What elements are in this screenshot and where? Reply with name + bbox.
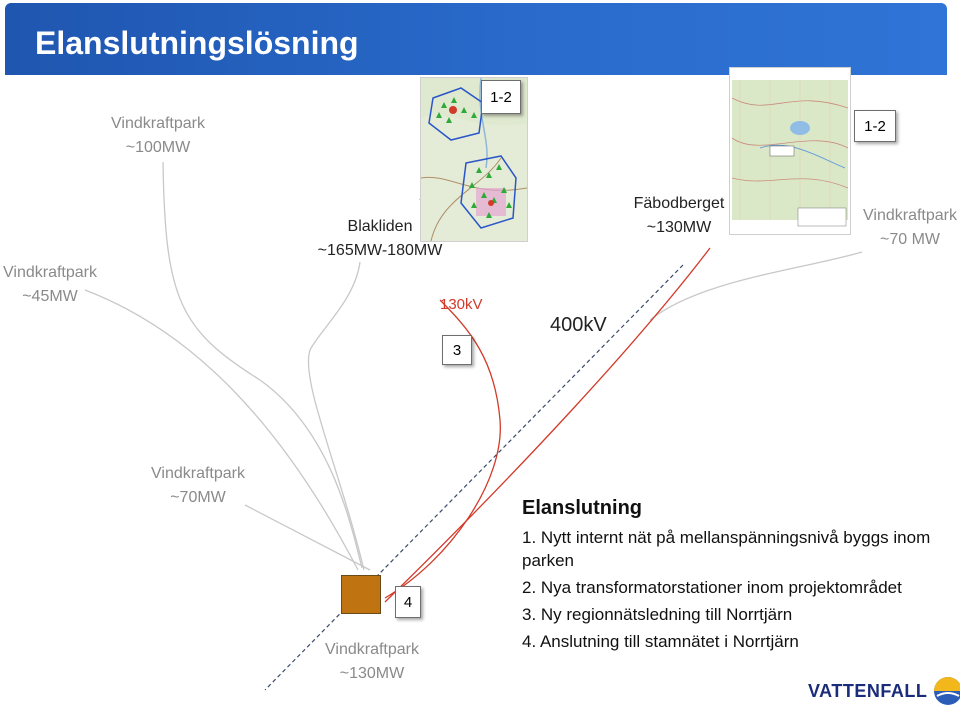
voltage-400kv-label: 400kV	[550, 314, 607, 336]
step-box-1-2-right: 1-2	[854, 110, 896, 142]
vattenfall-logo-icon	[933, 676, 960, 706]
park70b-name: Vindkraftpark	[151, 465, 245, 482]
line-blakliden	[308, 262, 364, 570]
info-item: 4. Anslutning till stamnätet i Norrtjärn	[522, 632, 799, 651]
park130-name: Vindkraftpark	[325, 641, 419, 658]
fabodberget-label	[620, 192, 738, 240]
norrtjarn-station	[341, 575, 381, 614]
fabodberget-name: Fäbodberget	[633, 195, 725, 212]
map-fabodberget	[729, 67, 851, 235]
vattenfall-logo-text: VATTENFALL	[808, 680, 928, 701]
step-box-4: 4	[395, 586, 421, 618]
step-box-3: 3	[442, 335, 472, 365]
line-park70a	[650, 252, 862, 320]
step-box-1-2-left: 1-2	[481, 80, 521, 114]
info-item: 1. Nytt internt nät på mellanspänningsnivå byggs inom parken	[522, 528, 931, 570]
park70b-label	[140, 462, 256, 510]
park70b-mw: ~70MW	[170, 489, 226, 506]
park70a-mw: ~70 MW	[879, 231, 940, 248]
map-fabodberget-image	[730, 68, 850, 234]
park130-mw: ~130MW	[339, 665, 405, 682]
blakliden-name: Blakliden	[347, 218, 413, 235]
line-park45	[85, 290, 358, 570]
park100-mw: ~100MW	[125, 139, 191, 156]
park70a-label	[855, 204, 960, 252]
blakliden-label	[310, 215, 450, 263]
info-panel	[522, 497, 960, 657]
page-title: Elanslutningslösning	[35, 25, 359, 61]
vattenfall-logo	[808, 676, 960, 706]
park45-name: Vindkraftpark	[3, 264, 97, 281]
line-park70b	[245, 505, 370, 570]
voltage-130kv-label: 130kV	[440, 296, 483, 313]
park130-label	[314, 638, 430, 686]
park70a-name: Vindkraftpark	[863, 207, 957, 224]
park100-name: Vindkraftpark	[111, 115, 205, 132]
park45-mw: ~45MW	[22, 288, 78, 305]
blakliden-mw: ~165MW-180MW	[317, 242, 443, 259]
park100-label	[100, 112, 216, 160]
fabodberget-mw: ~130MW	[646, 219, 712, 236]
info-heading: Elanslutning	[522, 497, 642, 519]
park45-label	[0, 261, 100, 309]
info-item: 2. Nya transformatorstationer inom projektområdet	[522, 578, 902, 597]
info-item: 3. Ny regionnätsledning till Norrtjärn	[522, 605, 793, 624]
